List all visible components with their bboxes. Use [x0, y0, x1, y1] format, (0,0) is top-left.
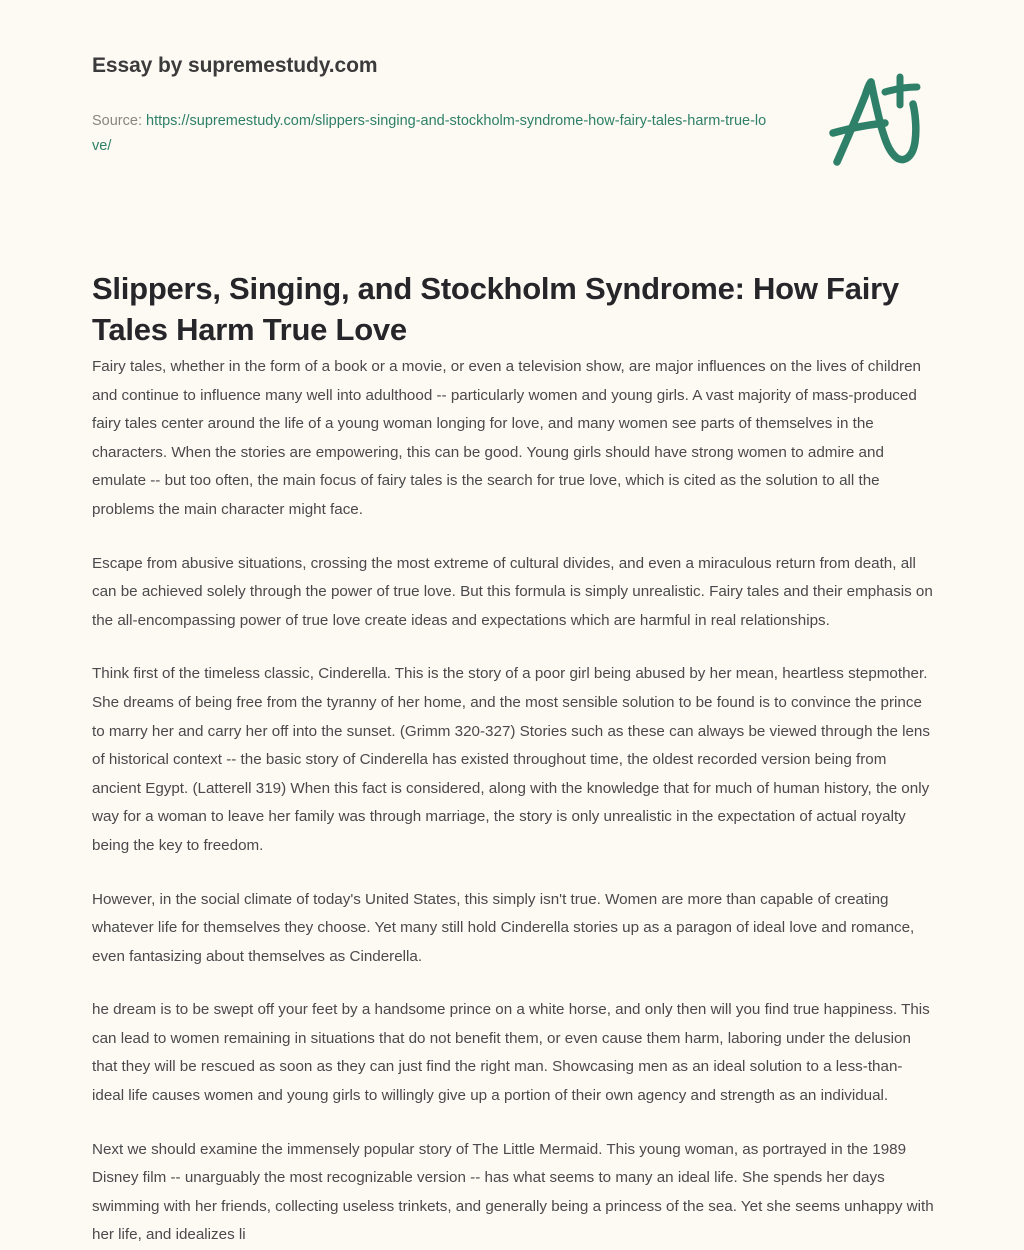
page-title: Slippers, Singing, and Stockholm Syndrome: How Fairy Tales Harm True Love	[92, 270, 899, 347]
source-label: Source:	[92, 113, 146, 129]
body-paragraph: Fairy tales, whether in the form of a book or a movie, or even a television show, are major influences on the lives of children and continue to influence many well into adulthood -- particularly women and young girls. A vast majority of mass-produced fairy tales center around the life of a young woman longing for love, and many women see parts of themselves in the characters. When the stories are empowering, this can be good. Young girls should have strong women to admire and emulate -- but too often, the main focus of fairy tales is the search for true love, which is cited as the solution to all the problems the main character might face.	[92, 358, 921, 518]
body-paragraph: Think first of the timeless classic, Cinderella. This is the story of a poor girl being abused by her mean, heartless stepmother. She dreams of being free from the tyranny of her home, and the most sensible solution to be found is to convince the prince to marry her and carry her off into the sunset. (Grimm 320-327) Stories such as these can always be viewed through the lens of historical context -- the basic story of Cinderella has existed throughout time, the oldest recorded version being from ancient Egypt. (Latterell 319) When this fact is considered, along with the knowledge that for much of human history, the only way for a woman to leave her family was through marriage, the story is only unrealistic in the expectation of actual royalty being the key to freedom.	[92, 665, 930, 854]
body-paragraph: Next we should examine the immensely popular story of The Little Mermaid. This young woman, as portrayed in the 1989 Disney film -- unarguably the most recognizable version -- has what seems to many an ideal life. She spends her days swimming with her friends, collecting useless trinkets, and generally being a princess of the sea. Yet she seems unhappy with her life, and idealizes li	[92, 1140, 934, 1244]
site-byline: Essay by supremestudy.com	[92, 54, 378, 77]
document-body	[92, 353, 934, 1250]
source-url-link[interactable]: https://supremestudy.com/slippers-singing-and-stockholm-syndrome-how-fairy-tales-harm-true-love/	[92, 113, 767, 154]
source-line	[92, 109, 772, 159]
body-paragraph: However, in the social climate of today's United States, this simply isn't true. Women are more than capable of creating whatever life for themselves they choose. Yet many still hold Cinderella stories up as a paragon of ideal love and romance, even fantasizing about themselves as Cinderella.	[92, 890, 915, 965]
a-plus-logo-icon	[815, 66, 927, 178]
document-header	[0, 0, 1024, 200]
body-paragraph: Escape from abusive situations, crossing the most extreme of cultural divides, and even a miraculous return from death, all can be achieved solely through the power of true love. But this formula is simply unrealistic. Fairy tales and their emphasis on the all-encompassing power of true love create ideas and expectations which are harmful in real relationships.	[92, 554, 933, 629]
body-paragraph: he dream is to be swept off your feet by a handsome prince on a white horse, and only then will you find true happiness. This can lead to women remaining in situations that do not benefit them, or even cause them harm, laboring under the delusion that they will be rescued as soon as they can just find the right man. Showcasing men as an ideal solution to a less-than-ideal life causes women and young girls to willingly give up a portion of their own agency and strength as an individual.	[92, 1001, 930, 1105]
